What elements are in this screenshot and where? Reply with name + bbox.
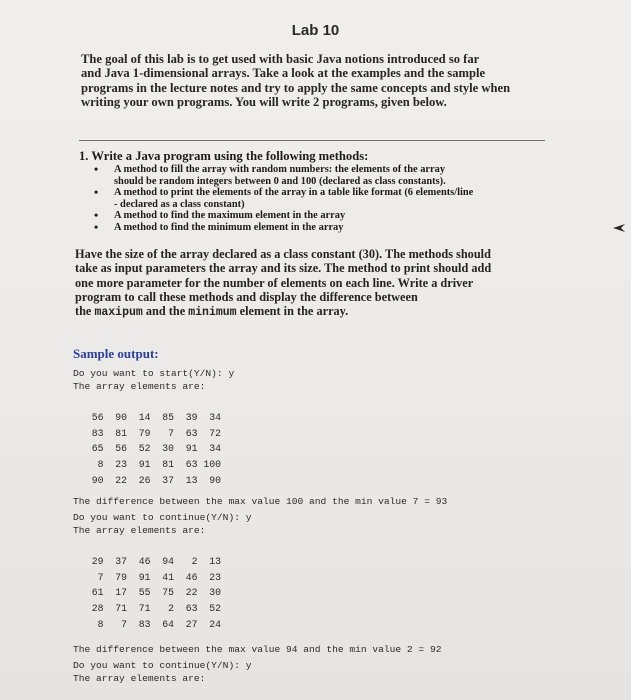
console-prompt: Do you want to continue(Y/N): y xyxy=(73,660,252,671)
grid-cell: 8 xyxy=(97,459,104,471)
grid-cell: 27 xyxy=(185,618,198,630)
bullet-dot-icon: • xyxy=(94,162,99,176)
console-prompt: Do you want to continue(Y/N): y xyxy=(73,512,252,523)
requirement-line: one more parameter for the number of elements on each line. Write a driver xyxy=(75,275,474,290)
bullet-text: A method to fill the array with random numbers: the elements of the array xyxy=(114,164,446,175)
grid-cell: 94 xyxy=(162,556,174,568)
grid-cell: 34 xyxy=(209,412,221,424)
pointer-arrow-icon xyxy=(612,223,626,233)
console-prompt: Do you want to start(Y/N): y xyxy=(73,368,235,379)
grid-cell: 52 xyxy=(209,603,221,615)
grid-cell: 63 xyxy=(185,603,198,615)
grid-cell: 91 xyxy=(138,459,151,471)
grid-cell: 61 xyxy=(91,587,104,599)
grid-cell: 71 xyxy=(115,603,127,615)
grid-cell: 24 xyxy=(209,618,221,630)
bullet-dot-icon: • xyxy=(94,208,99,222)
grid-row xyxy=(80,457,221,473)
grid-cell: 22 xyxy=(115,474,127,486)
bullet-item xyxy=(94,219,473,234)
intro-line: The goal of this lab is to get used with basic Java notions introduced so far xyxy=(81,52,480,66)
grid-cell: 91 xyxy=(185,443,198,455)
grid-cell: 37 xyxy=(162,474,174,486)
grid-row xyxy=(80,472,221,488)
text-fragment: and the xyxy=(142,304,189,319)
max-keyword: maxipum xyxy=(94,306,143,320)
grid-cell: 41 xyxy=(162,571,174,583)
grid-cell: 63 xyxy=(185,459,198,471)
console-line: The difference between the max value 94 and the min value 2 = 92 xyxy=(73,644,442,655)
grid-cell: 8 xyxy=(97,618,104,630)
console-line: The difference between the max value 100 and the min value 7 = 93 xyxy=(73,496,448,507)
grid-cell: 29 xyxy=(91,556,104,568)
grid-cell: 64 xyxy=(162,618,174,630)
grid-cell: 56 xyxy=(115,443,127,455)
grid-cell: 46 xyxy=(138,556,151,568)
intro-line: programs in the lecture notes and try to apply the same concepts and style when xyxy=(81,80,511,95)
grid-cell: 13 xyxy=(185,474,198,486)
grid-cell: 63 xyxy=(185,427,198,439)
grid-cell: 71 xyxy=(138,603,151,615)
grid-row xyxy=(80,441,221,457)
requirement-line: program to call these methods and display the difference between xyxy=(75,289,418,304)
grid-cell: 2 xyxy=(191,556,198,568)
bullet-text: A method to find the maximum element in the array xyxy=(114,210,346,221)
grid-cell: 55 xyxy=(138,587,151,599)
text-fragment: the xyxy=(75,304,95,319)
grid-row xyxy=(80,410,221,426)
bullet-dot-icon: • xyxy=(94,185,99,199)
grid-cell: 72 xyxy=(209,427,221,439)
grid-cell: 23 xyxy=(115,459,127,471)
array-output-table xyxy=(80,554,221,632)
grid-cell: 7 xyxy=(97,571,104,583)
question-heading: 1. Write a Java program using the following methods: xyxy=(79,149,369,163)
bullet-text: A method to print the elements of the array in a table like format (6 elements/line xyxy=(114,187,474,198)
grid-cell: 56 xyxy=(91,412,104,424)
requirement-last-line xyxy=(75,304,555,320)
bullet-text: should be random integers between 0 and 100 (declared as class constants). xyxy=(114,175,446,187)
grid-cell: 23 xyxy=(209,571,221,583)
bullet-item xyxy=(96,210,473,222)
intro-line: writing your own programs. You will write 2 programs, given below. xyxy=(81,95,447,110)
grid-cell: 81 xyxy=(115,427,127,439)
grid-cell: 81 xyxy=(162,459,174,471)
requirement-line: Have the size of the array declared as a class constant (30). The methods should xyxy=(75,247,491,261)
grid-cell: 26 xyxy=(138,474,151,486)
grid-row xyxy=(80,554,221,570)
grid-row xyxy=(80,616,221,632)
grid-cell: 39 xyxy=(185,412,198,424)
grid-row xyxy=(80,585,221,601)
grid-cell: 90 xyxy=(115,412,127,424)
grid-cell: 75 xyxy=(162,587,174,599)
grid-cell: 7 xyxy=(121,618,127,630)
grid-cell: 65 xyxy=(91,443,104,455)
grid-row xyxy=(80,426,221,442)
grid-cell: 83 xyxy=(91,427,104,439)
section-divider xyxy=(79,140,545,141)
grid-cell: 13 xyxy=(209,556,221,568)
grid-cell: 17 xyxy=(115,587,127,599)
grid-cell: 90 xyxy=(209,474,221,486)
sample-output-heading: Sample output: xyxy=(73,346,159,361)
grid-cell: 100 xyxy=(203,459,221,471)
method-bullet-list xyxy=(96,164,473,233)
console-line: The array elements are: xyxy=(73,673,206,684)
grid-cell: 34 xyxy=(209,443,221,455)
grid-cell: 52 xyxy=(138,443,151,455)
grid-cell: 30 xyxy=(209,587,221,599)
grid-cell: 91 xyxy=(138,571,151,583)
grid-cell: 79 xyxy=(138,427,151,439)
requirements-paragraph xyxy=(75,247,555,320)
bullet-item xyxy=(96,187,473,210)
grid-cell: 85 xyxy=(162,412,174,424)
grid-cell: 79 xyxy=(115,571,127,583)
bullet-text: A method to find the minimum element in the array xyxy=(114,221,344,233)
intro-line: and Java 1-dimensional arrays. Take a look at the examples and the sample xyxy=(81,66,486,81)
bullet-item xyxy=(96,164,473,187)
bullet-text: - declared as a class constant) xyxy=(114,198,245,210)
grid-cell: 28 xyxy=(91,603,104,615)
min-keyword: minimum xyxy=(188,306,237,320)
grid-row xyxy=(80,601,221,617)
console-line: The array elements are: xyxy=(73,381,206,392)
page-title: Lab 10 xyxy=(291,22,340,39)
requirement-line: take as input parameters the array and its size. The method to print should add xyxy=(75,261,492,276)
grid-cell: 37 xyxy=(115,556,127,568)
text-fragment: element in the array. xyxy=(236,304,349,319)
bullet-dot-icon: • xyxy=(94,219,99,234)
grid-cell: 22 xyxy=(185,587,198,599)
grid-cell: 46 xyxy=(185,571,198,583)
grid-row xyxy=(80,570,221,586)
intro-paragraph xyxy=(81,52,551,110)
grid-cell: 2 xyxy=(168,603,174,615)
grid-cell: 90 xyxy=(91,474,104,486)
console-line: The array elements are: xyxy=(73,525,206,536)
grid-cell: 83 xyxy=(138,618,151,630)
grid-cell: 14 xyxy=(138,412,151,424)
array-output-table xyxy=(80,410,221,488)
grid-cell: 30 xyxy=(162,443,174,455)
grid-cell: 7 xyxy=(168,427,174,439)
